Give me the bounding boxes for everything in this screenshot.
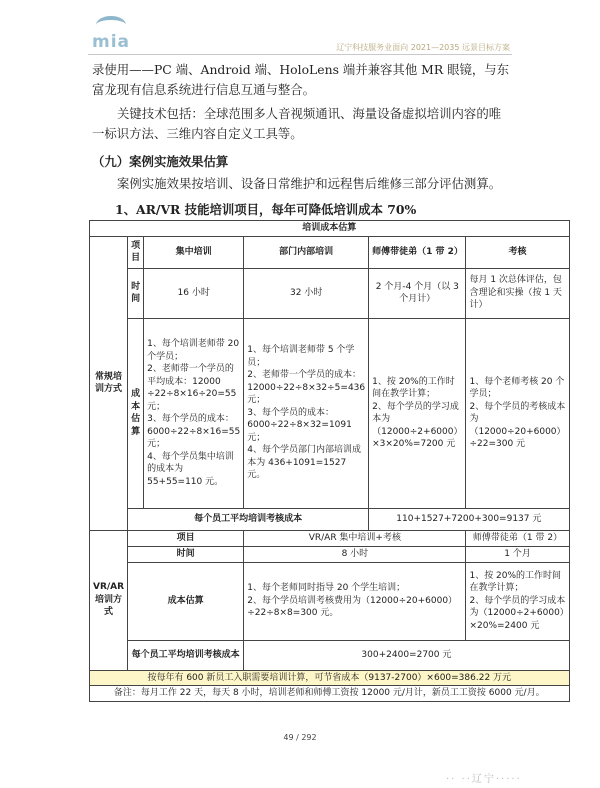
avg-cost-value-vrar: 300+2400=2700 元 [244,640,569,670]
header-centralized: 集中培训 [144,236,244,268]
vr-cost-mentor: 1、按 20%的工作时间在教学计算； 2、每个学员的学习成本为（12000÷2+6000）×20%=2400 元 [466,562,569,640]
vr-time-label: 时间 [128,546,244,562]
vr-header-item: 项目 [128,530,244,546]
section-heading: （九）案例实施效果估算 [92,154,229,169]
vr-time-mentor: 1 个月 [466,546,569,562]
cost-department: 1、每个培训老师带 5 个学员； 2、老师带一个学员的成本：12000÷22÷8×32÷5=436 元； 3、每个学员的成本：6000÷22÷8×32=1091 元； 4、每个学员部门内部培训成本为 436+1091=1527 元。 [244,318,369,508]
time-department: 32 小时 [244,268,369,318]
group-label-vrar: VR/AR 培训方式 [90,530,128,670]
cost-assessment: 1、每个老师考核 20 个学员； 2、每个学员的考核成本为（12000÷20+6000）÷22=300 元 [466,318,569,508]
vr-time-centralized: 8 小时 [244,546,466,562]
logo-text: mia [92,32,131,52]
cost-centralized: 1、每个培训老师带 20 个学员； 2、老师带一个学员的平均成本：12000 ÷22÷8×16÷20=55 元； 3、每个学员的成本：6000÷22÷8×16=55 元； 4、每个学员集中培训的成本为 55+55=110 元。 [144,318,244,508]
logo [92,16,132,52]
header-assessment: 考核 [466,236,569,268]
item-heading: 1、AR/VR 技能培训项目，每年可降低培训成本 70% [115,202,417,217]
avg-cost-label-vrar: 每个员工平均培训考核成本 [128,640,244,670]
time-assessment: 每月 1 次总体评估，包含理论和实操（按 1 天计） [466,268,569,318]
group-label-regular: 常规培训方式 [90,236,128,530]
time-label: 时间 [128,268,144,318]
avg-cost-label-regular: 每个员工平均培训考核成本 [128,508,369,530]
time-centralized: 16 小时 [144,268,244,318]
time-mentor: 2 个月-4 个月（以 3 个月计） [369,268,466,318]
vr-header-centralized: VR/AR 集中培训+考核 [244,530,466,546]
table-title: 培训成本估算 [90,221,570,237]
vr-cost-label: 成本估算 [128,562,244,640]
header-divider [88,54,512,55]
paragraph-3: 案例实施效果按培训、设备日常维护和远程售后维修三部分评估测算。 [117,176,502,191]
paragraph-1: 录使用——PC 端、Android 端、HoloLens 端并兼容其他 MR 眼镜，与东富龙现有信息系统进行信息互通与整合。 [92,62,510,97]
savings-summary: 按每年有 600 新员工入职需要培训计算，可节省成本（9137-2700）×600=386.22 万元 [90,670,570,686]
running-title: 辽宁科技服务业面向 2021—2035 远景目标方案 [336,43,510,52]
footer-watermark: ·· ··辽宁····· [446,774,522,785]
paragraph-2: 关键技术包括：全球范围多人音视频通讯、海量设备虚拟培训内容的唯一标识方法、三维内容自定义工具等。 [92,106,502,141]
vr-header-mentor: 师傅带徒弟（1 带 2） [466,530,569,546]
cost-mentor: 1、按 20%的工作时间在教学计算； 2、每个学员的学习成本为（12000÷2+6000）×3×20%=7200 元 [369,318,466,508]
header-mentor: 师傅带徒弟（1 带 2） [369,236,466,268]
page-number: 49 / 292 [283,733,317,742]
header-item: 项目 [128,236,144,268]
vr-cost-centralized: 1、每个老师同时指导 20 个学生培训； 2、每个学员培训考核费用为（12000÷20+6000）÷22÷8×8=300 元。 [244,562,466,640]
cost-label: 成本估算 [128,318,144,508]
header-department: 部门内部培训 [244,236,369,268]
table-note: 备注：每月工作 22 天，每天 8 小时，培训老师和师傅工资按 12000 元/月计，新员工工资按 6000 元/月。 [90,686,570,702]
training-cost-table [89,220,570,702]
avg-cost-value-regular: 110+1527+7200+300=9137 元 [369,508,569,530]
